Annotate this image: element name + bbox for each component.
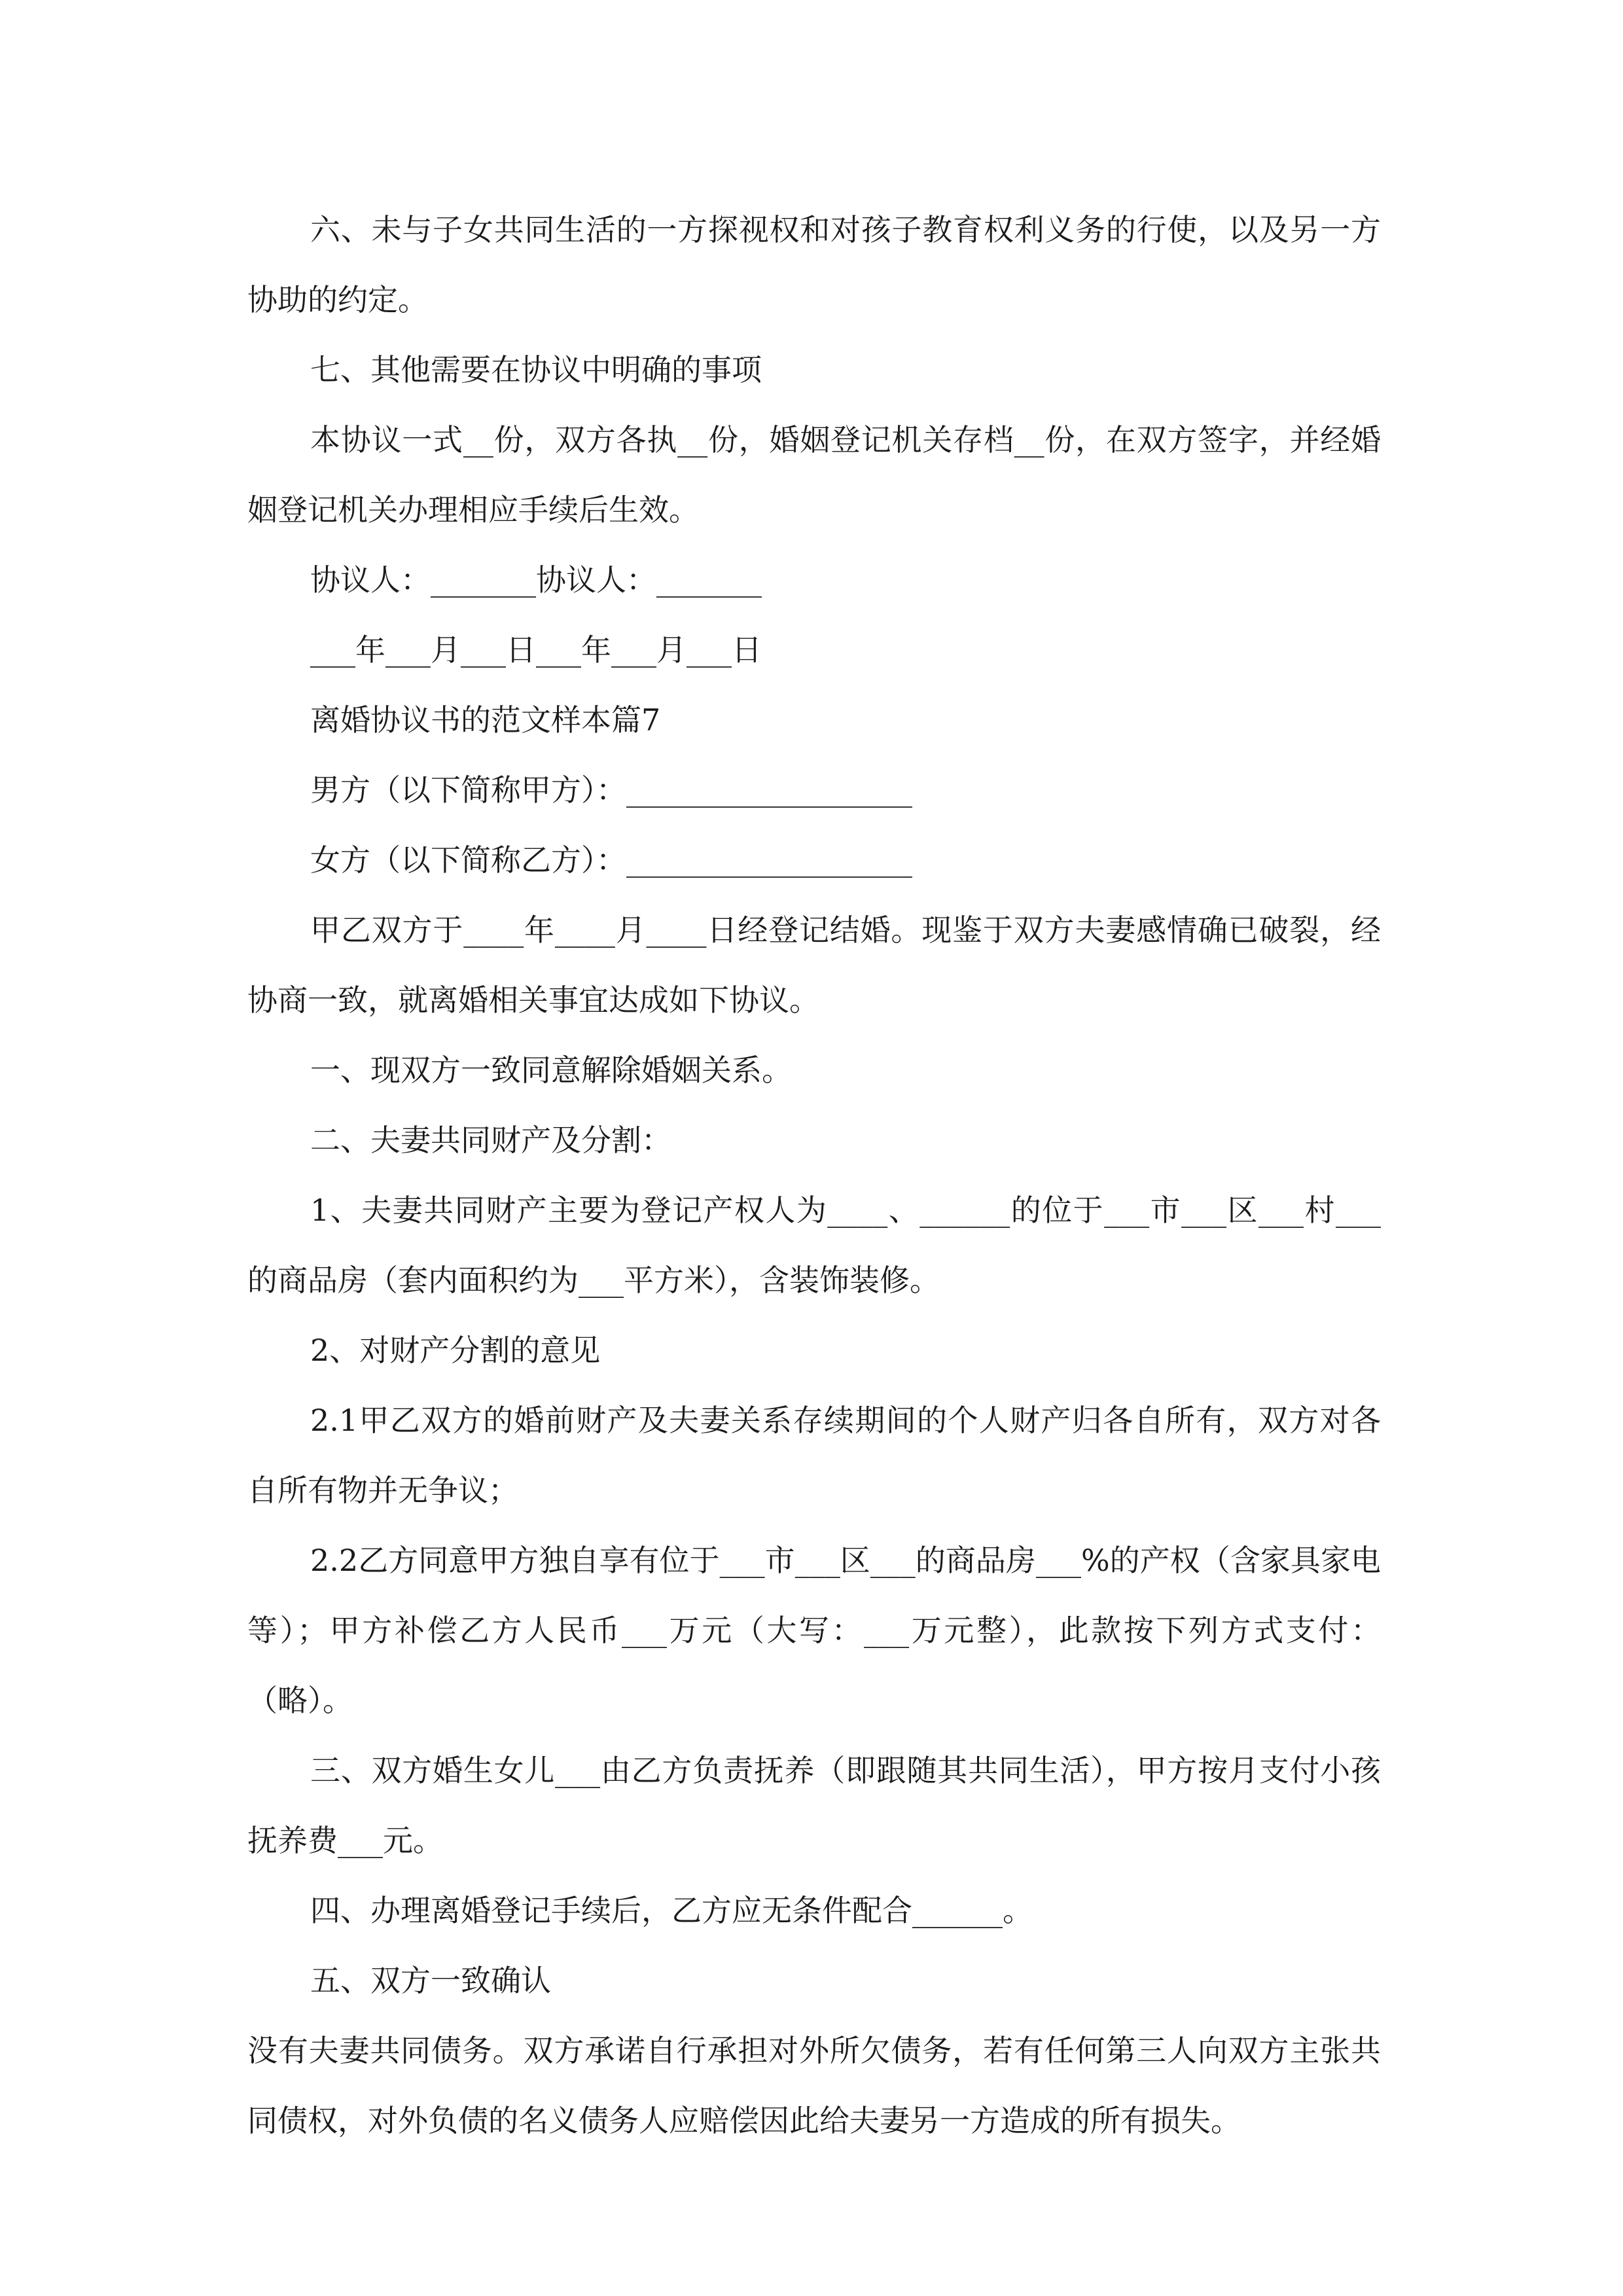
- paragraph-other-matters: 七、其他需要在协议中明确的事项: [310, 352, 762, 387]
- paragraph-property: 1、夫妻共同财产主要为登记产权人为____、______的位于___市___区___村___的商品房（套内面积约为___平方米），含装饰装修。: [247, 1193, 1381, 1298]
- paragraph-clause-1: 一、现双方一致同意解除婚姻关系。: [310, 1052, 792, 1088]
- paragraph-clause-2: 二、夫妻共同财产及分割：: [310, 1122, 671, 1158]
- paragraph-clause-3: 三、双方婚生女儿___由乙方负责抚养（即跟随其共同生活），甲方按月支付小孩抚养费___元。: [247, 1753, 1381, 1858]
- paragraph-party-a: 男方（以下简称甲方）：___________________: [310, 772, 912, 808]
- paragraph-clause-5: 五、双方一致确认: [310, 1963, 551, 1998]
- paragraph-dates: ___年___月___日___年___月___日: [310, 632, 762, 668]
- paragraph-visitation-rights: 六、未与子女共同生活的一方探视权和对孩子教育权利义务的行使，以及另一方协助的约定。: [247, 212, 1381, 317]
- paragraph-marriage-registration: 甲乙双方于____年____月____日经登记结婚。现鉴于双方夫妻感情确已破裂，经协商一致，就离婚相关事宜达成如下协议。: [247, 912, 1381, 1018]
- paragraph-signatories: 协议人：_______协议人：_______: [310, 562, 762, 598]
- paragraph-copies: 本协议一式__份，双方各执__份，婚姻登记机关存档__份，在双方签字，并经婚姻登记机关办理相应手续后生效。: [247, 422, 1381, 528]
- paragraph-clause-4: 四、办理离婚登记手续后，乙方应无条件配合______。: [310, 1893, 1033, 1928]
- section-title: 离婚协议书的范文样本篇7: [310, 702, 661, 738]
- paragraph-2-2: 2.2乙方同意甲方独自享有位于___市___区___的商品房___%的产权（含家具家电等）；甲方补偿乙方人民币___万元（大写：___万元整），此款按下列方式支付：（略）。: [247, 1543, 1381, 1718]
- paragraph-party-b: 女方（以下简称乙方）：___________________: [310, 842, 912, 878]
- paragraph-division-opinion: 2、对财产分割的意见: [310, 1333, 601, 1368]
- paragraph-debts: 没有夫妻共同债务。双方承诺自行承担对外所欠债务，若有任何第三人向双方主张共同债权，对外负债的名义债务人应赔偿因此给夫妻另一方造成的所有损失。: [247, 2033, 1381, 2138]
- document-body: [247, 195, 1381, 2156]
- paragraph-2-1: 2.1甲乙双方的婚前财产及夫妻关系存续期间的个人财产归各自所有，双方对各自所有物并无争议；: [247, 1403, 1381, 1508]
